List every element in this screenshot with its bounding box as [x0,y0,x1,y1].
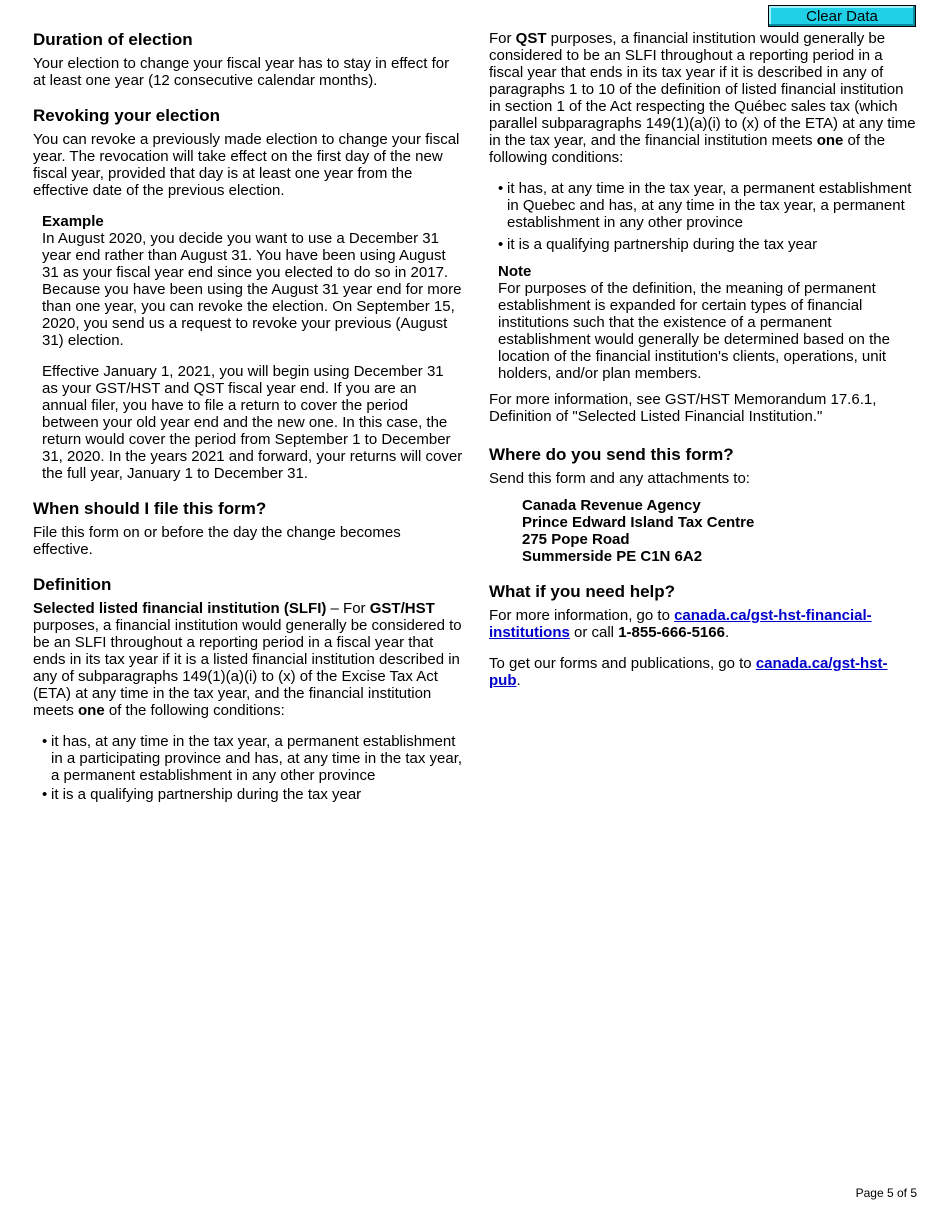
help-paragraph-1 [489,607,919,641]
qst-text-a: purposes, a financial institution would generally be considered to be an SLFI throughout a reporting period in a fiscal year that ends in its tax year if it is described in any of paragraphs 1 to 10 of the definition of listed financial institution in section 1 of the Act respecting the Québec sales tax (which parallel subparagraphs 149(1)(a)(i) to (x) of the ETA) at any time in the tax year, and the financial institution meets [489,30,916,149]
financial-institutions-link[interactable]: canada.ca/gst-hst-financial-institutions [489,607,872,641]
definition-gsthst: GST/HST [369,600,435,617]
send-text: Send this form and any attachments to: [489,470,750,487]
help-phone: 1-855-666-5166 [618,624,725,641]
definition-text-b: of the following conditions: [104,702,285,719]
mailing-address [489,497,919,565]
clear-data-button[interactable]: Clear Data [768,5,916,27]
definition-text [33,600,463,719]
note-block [489,263,919,382]
when-file-section [33,499,463,558]
list-item: • it has, at any time in the tax year, a permanent establishment in Quebec and has, at any time in the tax year, a permanent establishment in any other province [489,180,919,231]
revoking-heading: Revoking your election [33,106,221,125]
example-label: Example [42,213,104,230]
revoking-section [33,106,463,482]
more-info-text: For more information, see GST/HST Memorandum 17.6.1, Definition of "Selected Listed Financial Institution." [489,391,877,425]
address-line: Prince Edward Island Tax Centre [522,514,755,531]
qst-one: one [816,132,844,149]
definition-section [33,575,463,803]
duration-heading: Duration of election [33,30,193,49]
page-number: Page 5 of 5 [855,1186,917,1200]
note-text: For purposes of the definition, the meaning of permanent establishment is expanded for certain types of financial institutions such that the existence of a permanent establishment would generally be determined based on the location of the financial institution's clients, operations, unit holders, and/or plan members. [498,280,890,382]
definition-one: one [78,702,105,719]
left-column [33,30,463,803]
send-section [489,445,919,565]
duration-section [33,30,463,89]
definition-heading: Definition [33,575,112,594]
address-line: Summerside PE C1N 6A2 [522,548,703,565]
qst-pre: For [489,30,516,47]
when-file-text: File this form on or before the day the change becomes effective. [33,524,401,558]
example-paragraph-2: Effective January 1, 2021, you will begin using December 31 as your GST/HST and QST fiscal year end. If you are an annual filer, you have to file a return to cover the period between your old year end and the new one. In this case, the return would cover the period from September 1 to December 31, 2020. In the years 2021 and forward, your returns will cover the full year, January 1 to December 31. [42,363,463,482]
help-paragraph-2 [489,655,919,689]
definition-bullets [33,733,463,803]
when-file-heading: When should I file this form? [33,499,267,518]
qst-text-b: of the following conditions: [489,132,886,166]
help-p2-a: To get our forms and publications, go to [489,655,756,672]
list-item: • it is a qualifying partnership during the tax year [33,786,463,803]
revoking-text: You can revoke a previously made election to change your fiscal year. The revocation will take effect on the first day of the new fiscal year, provided that day is at least one year from the effective date of the previous election. [33,131,460,199]
definition-dash: – For [326,600,370,617]
forms-publications-link[interactable]: canada.ca/gst-hst-pub [489,655,888,689]
right-column [489,30,919,689]
definition-term: Selected listed financial institution (SLFI) [33,600,327,617]
help-heading: What if you need help? [489,582,676,601]
address-line: Canada Revenue Agency [522,497,701,514]
help-p1-c: . [724,624,730,641]
example-paragraph-1: In August 2020, you decide you want to use a December 31 year end rather than August 31. You have been using August 31 as your fiscal year end since you elected to do so in 2017. Because you have been using the August 31 year end for more than one year, you can revoke the election. On September 15, 2020, you send us a request to revoke your previous (August 31) election. [42,230,462,349]
help-p2-b: . [516,672,521,689]
help-p1-a: For more information, go to [489,607,675,624]
list-item: • it has, at any time in the tax year, a permanent establishment in a participating province and has, at any time in the tax year, a permanent establishment in any other province [33,733,463,784]
example-block [33,213,463,482]
address-line: 275 Pope Road [522,531,630,548]
qst-bullets [489,180,919,253]
help-section [489,582,919,689]
duration-text: Your election to change your fiscal year has to stay in effect for at least one year (12 consecutive calendar months). [33,55,450,89]
note-label: Note [498,263,532,280]
list-item: • it is a qualifying partnership during the tax year [489,236,919,253]
help-p1-b: or call [569,624,619,641]
qst-text [489,30,919,166]
definition-text-a: purposes, a financial institution would generally be considered to be an SLFI throughout a reporting period in a fiscal year that ends in its tax year if it is a listed financial institution described in any of subparagraphs 149(1)(a)(i) to (x) of the Excise Tax Act (ETA) at any time in the tax year, and the financial institution meets [33,617,462,719]
send-heading: Where do you send this form? [489,445,734,464]
qst-label: QST [515,30,547,47]
